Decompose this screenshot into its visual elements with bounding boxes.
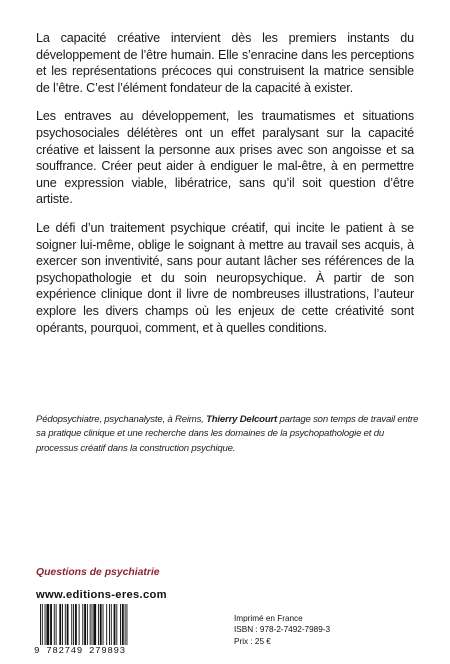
barcode-bar xyxy=(93,604,96,646)
price: Prix : 25 € xyxy=(234,636,271,646)
barcode-bar xyxy=(50,604,52,646)
series-title: Questions de psychiatrie xyxy=(36,567,160,578)
barcode-bar xyxy=(125,604,126,646)
barcode-bar xyxy=(45,604,46,646)
publisher-website: www.editions-eres.com xyxy=(36,589,167,601)
barcode-bar xyxy=(126,604,127,646)
barcode-bar xyxy=(114,604,116,646)
barcode-bar xyxy=(100,604,102,646)
author-bio-suffix: partage son temps de travail entre sa pratique clinique et une recherche dans les domaines de la psychopathologie et du processus créatif dans la construction psychique. xyxy=(36,414,419,454)
paragraph-1: La capacité créative intervient dès les premiers instants du développement de l’être humain. Elle s’enracine dans les perceptions et les représentations précoces qui construisent la matrice sensible de l’être. C’est l’élément fondateur de la capacité à exister. xyxy=(36,31,414,95)
back-cover-text xyxy=(36,30,414,348)
publication-info xyxy=(234,613,330,647)
paragraph-2: Les entraves au développement, les traumatismes et situations psychosociales délétères ont un effet paralysant sur la capacité créative et laissent la personne aux prises avec son angoisse et sa souffrance. Créer peut aider à endiguer le mal-être, à en permettre une expression viable, libératrice, sans qu’il soit question d’être artiste. xyxy=(36,109,414,207)
barcode-bar xyxy=(87,604,88,646)
barcode-bar xyxy=(59,604,61,646)
paragraph-3: Le défi d’un traitement psychique créatif, qui incite le patient à se soigner lui-même, oblige le soignant à mettre au travail ses acquis, à exercer son inventivité, sans pour autant lâcher ses références de la psychopathologie et du soin neuropsychique. À partir de son expérience clinique dont il livre de nombreuses illustrations, l’auteur explore les divers champs où les enjeux de cette créativité sont opérants, pourquoi, comment, et à quelles conditions. xyxy=(36,220,414,335)
barcode-bar xyxy=(116,604,117,646)
author-name: Thierry Delcourt xyxy=(206,414,278,425)
isbn: ISBN : 978-2-7492-7989-3 xyxy=(234,625,331,635)
barcode-bar xyxy=(106,604,107,646)
barcode-bar xyxy=(98,604,99,646)
barcode-bar xyxy=(82,604,83,646)
barcode-bar xyxy=(111,604,112,646)
barcode-bar xyxy=(120,604,121,646)
barcode-number: 9 782749 279893 xyxy=(34,645,164,656)
barcode-bar xyxy=(54,604,55,646)
barcode-bar xyxy=(71,604,72,646)
barcode-bar xyxy=(56,604,57,646)
barcode-bar xyxy=(90,604,91,646)
barcode-bar xyxy=(75,604,77,646)
barcode-bar xyxy=(40,604,41,646)
barcode-bar xyxy=(65,604,66,646)
barcode-bar xyxy=(73,604,74,646)
barcode-bar xyxy=(84,604,86,646)
barcode-bar xyxy=(42,604,43,646)
barcode-bar xyxy=(103,604,104,646)
barcode-bar xyxy=(46,604,49,646)
author-bio-prefix: Pédopsychiatre, psychanalyste, à Reims, xyxy=(36,414,207,425)
printed-in: Imprimé en France xyxy=(234,614,303,623)
barcode-bar xyxy=(92,604,93,646)
barcode-bar xyxy=(79,604,80,646)
barcode-bar xyxy=(62,604,63,646)
barcode-bars xyxy=(36,604,160,646)
barcode-bar xyxy=(109,604,110,646)
barcode-bar xyxy=(67,604,69,646)
barcode-bar xyxy=(122,604,124,646)
author-bio xyxy=(36,413,420,456)
